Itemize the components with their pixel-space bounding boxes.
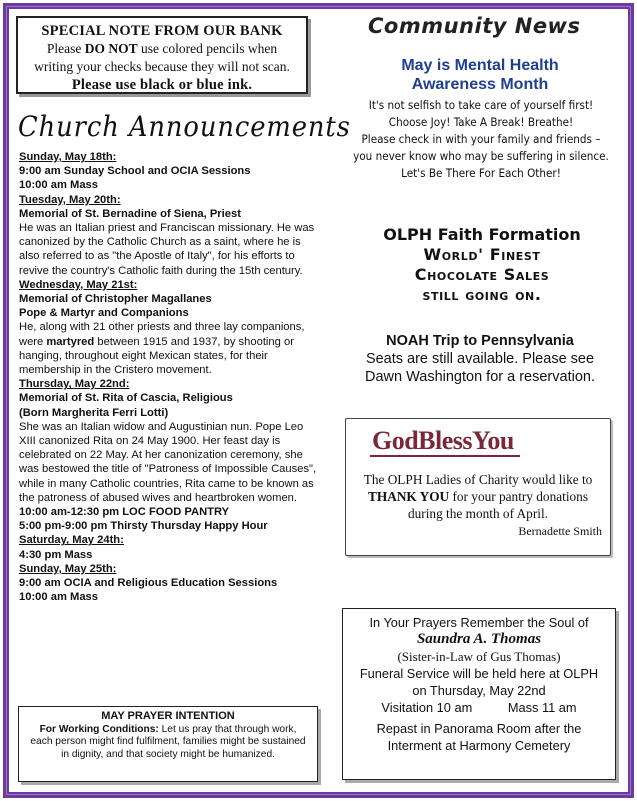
event-line: 4:30 pm Mass [19, 548, 93, 561]
bank-note-box [16, 16, 308, 94]
date-wednesday-21: Wednesday, May 21st: [19, 278, 138, 291]
memorial-text: He was an Italian priest and Franciscan missionary. He was canonized by the Catholic Church as a saint, where he is also referred to as "the Apostle of Italy", for his efforts to revive the country's Catholic faith during the 15th century. [19, 222, 315, 277]
faith-formation-notice: OLPH Faith Formation World' Finest Chocolate Sales still going on. [383, 225, 581, 304]
memorial-notice-box [342, 608, 616, 780]
event-line: 9:00 am OCIA and Religious Education Sessions [19, 577, 278, 590]
bank-note-line2: writing your checks because they will not scan. [34, 59, 290, 74]
date-saturday-24: Saturday, May 24th: [19, 534, 124, 547]
date-thursday-22: Thursday, May 22nd: [19, 378, 130, 391]
event-line: 9:00 am Sunday School and OCIA Sessions [19, 165, 251, 178]
community-news-title: Community News [368, 14, 581, 38]
event-line: 10:00 am Mass [19, 591, 98, 604]
memorial-text: She was an Italian widow and Augustinian nun. Pope Leo XIII canonized Rita on 24 May 1900. Her feast day is celebrated on 22 May. At her canonization ceremony, she was bestowed the title of "Patroness of Impossible Causes", while in many Catholic countries, Rita came to be known as the patroness of abused wives and heartbroken women. [19, 420, 317, 504]
thank-you-signature: Bernadette Smith [518, 524, 602, 538]
event-line: 5:00 pm-9:00 pm Thirsty Thursday Happy Hour [19, 520, 268, 533]
memorial-title: Memorial of St. Rita of Cascia, Religious [19, 392, 233, 405]
date-tuesday-20: Tuesday, May 20th: [19, 193, 121, 206]
event-line: 10:00 am Mass [19, 179, 98, 192]
service-times: Visitation 10 am Mass 11 am [381, 700, 577, 715]
memorial-line: Repast in Panorama Room after the [376, 721, 582, 736]
prayer-intention-title: MAY PRAYER INTENTION [101, 710, 235, 722]
mental-health-body: It's not selfish to take care of yourself first! Choose Joy! Take A Break! Breathe! Please check in with your family and friends – you never know who may be suffering in silence. Let's Be There For Each Other! [353, 98, 609, 180]
prayer-intention-box [18, 706, 318, 782]
memorial-relation: (Sister-in-Law of Gus Thomas) [397, 649, 561, 664]
bank-note-line3: Please use black or blue ink. [71, 77, 253, 93]
memorial-subtitle: Pope & Martyr and Companions [19, 307, 189, 320]
event-line: 10:00 am-12:30 pm LOC FOOD PANTRY [19, 506, 230, 519]
memorial-line: In Your Prayers Remember the Soul of [369, 615, 589, 630]
memorial-line: Interment at Harmony Cemetery [387, 738, 571, 753]
god-bless-you-logo: GodBlessYou [372, 426, 514, 455]
memorial-title: Memorial of Christopher Magallanes [19, 293, 212, 306]
deceased-name: Saundra A. Thomas [416, 631, 542, 647]
memorial-line: on Thursday, May 22nd [412, 683, 546, 698]
memorial-subtitle: (Born Margherita Ferri Lotti) [19, 406, 169, 419]
memorial-title: Memorial of St. Bernadine of Siena, Priest [19, 207, 241, 220]
memorial-line: Funeral Service will be held here at OLPH [359, 666, 599, 681]
memorial-text: He, along with 21 other priests and three lay companions, were martyred between 1915 and 1937, by shooting or hanging, throughout eight Mexican states, for their membership in the Cristero movement. [19, 321, 305, 377]
prayer-intention-text: For Working Conditions: Let us pray that through work, each person might find fulfilment, families might be sustained in dignity, and that society might be humanized. [30, 723, 306, 760]
church-announcements [19, 150, 319, 605]
logo-underline [370, 455, 520, 457]
thank-you-text: The OLPH Ladies of Charity would like to THANK YOU for your pantry donations during the month of April. [363, 472, 593, 521]
mental-health-heading: May is Mental Health Awareness Month [401, 57, 559, 93]
date-sunday-25: Sunday, May 25th: [19, 562, 117, 575]
bank-note-title: SPECIAL NOTE FROM OUR BANK [41, 23, 283, 39]
date-sunday-18: Sunday, May 18th: [19, 151, 117, 163]
church-announcements-title: Church Announcements [18, 110, 351, 143]
noah-trip-notice: NOAH Trip to Pennsylvania Seats are still available. Please see Dawn Washington for a reservation. [365, 333, 595, 385]
bank-note-line1: Please DO NOT use colored pencils when [46, 41, 278, 56]
